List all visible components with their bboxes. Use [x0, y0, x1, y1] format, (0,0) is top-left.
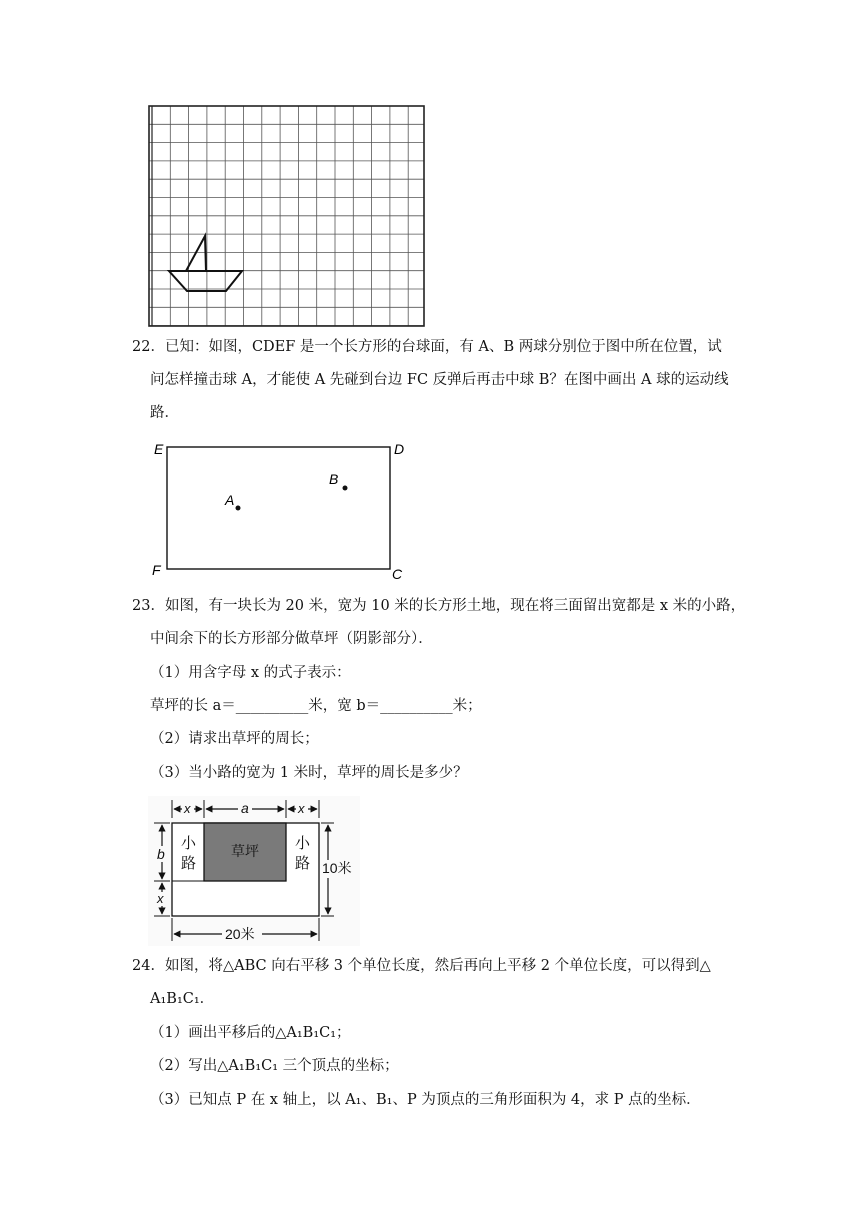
road-right-2: 路 [295, 855, 311, 872]
dim-b: b [157, 846, 165, 862]
q22-text-3: 路． [150, 405, 179, 421]
q22-text-2: 问怎样撞击球 A，才能使 A 先碰到台边 FC 反弹后再击中球 B？在图中画出 A 球的运动线 [150, 372, 729, 388]
q24-sub2: （2）写出△A₁B₁C₁ 三个顶点的坐标； [150, 1058, 399, 1074]
billiard-table-figure [148, 436, 418, 584]
q24-line1 [132, 956, 711, 976]
q23-sub1: （1）用含字母 x 的式子表示： [150, 665, 351, 681]
q22-line1 [132, 337, 722, 357]
dim-x-left: x [157, 891, 164, 906]
q23-line1 [132, 596, 745, 616]
lawn-label: 草坪 [231, 843, 259, 859]
q23-text-1: 如图，有一块长为 20 米，宽为 10 米的长方形土地，现在将三面留出宽都是 x 米的小路， [164, 598, 746, 614]
grid-boat-figure [148, 105, 428, 329]
q24-number: 24． [132, 958, 165, 974]
label-F: F [152, 562, 161, 578]
q24-text-1: 如图，将△ABC 向右平移 3 个单位长度，然后再向上平移 2 个单位长度，可以得到△ [164, 958, 711, 974]
label-B: B [329, 471, 339, 487]
ball-B [343, 486, 348, 491]
dim-height: 10米 [322, 860, 352, 876]
lawn-figure [148, 796, 360, 946]
dim-x-top-left: x [184, 801, 191, 816]
label-A: A [225, 492, 235, 508]
q22-text-1: 已知：如图，CDEF 是一个长方形的台球面，有 A、B 两球分别位于图中所在位置，试 [164, 339, 722, 355]
q24-sub3: （3）已知点 P 在 x 轴上，以 A₁、B₁、P 为顶点的三角形面积为 4，求 P 点的坐标． [150, 1092, 701, 1108]
boat-shape [169, 236, 242, 291]
q24-sub1: （1）画出平移后的△A₁B₁C₁； [150, 1025, 351, 1041]
q22-number: 22． [132, 339, 165, 355]
q23-sub2: （2）请求出草坪的周长； [150, 731, 319, 747]
table-rectangle [167, 447, 390, 569]
q23-text-2: 中间余下的长方形部分做草坪（阴影部分）． [150, 631, 433, 647]
label-D: D [394, 441, 405, 457]
q23-number: 23． [132, 598, 165, 614]
road-left-2: 路 [181, 855, 197, 872]
dim-width: 20米 [225, 926, 255, 942]
label-C: C [392, 566, 403, 582]
road-left-1: 小 [181, 835, 197, 852]
ball-A [236, 506, 241, 511]
dim-x-top-right: x [298, 801, 305, 816]
road-right-1: 小 [295, 835, 311, 852]
q23-sub3: （3）当小路的宽为 1 米时，草坪的周长是多少？ [150, 765, 468, 781]
q24-text-2: A₁B₁C₁． [150, 991, 215, 1007]
q23-fill-line: 草坪的长 a＝__________米，宽 b＝__________米； [150, 698, 482, 714]
dim-a: a [241, 800, 249, 816]
label-E: E [154, 441, 164, 457]
